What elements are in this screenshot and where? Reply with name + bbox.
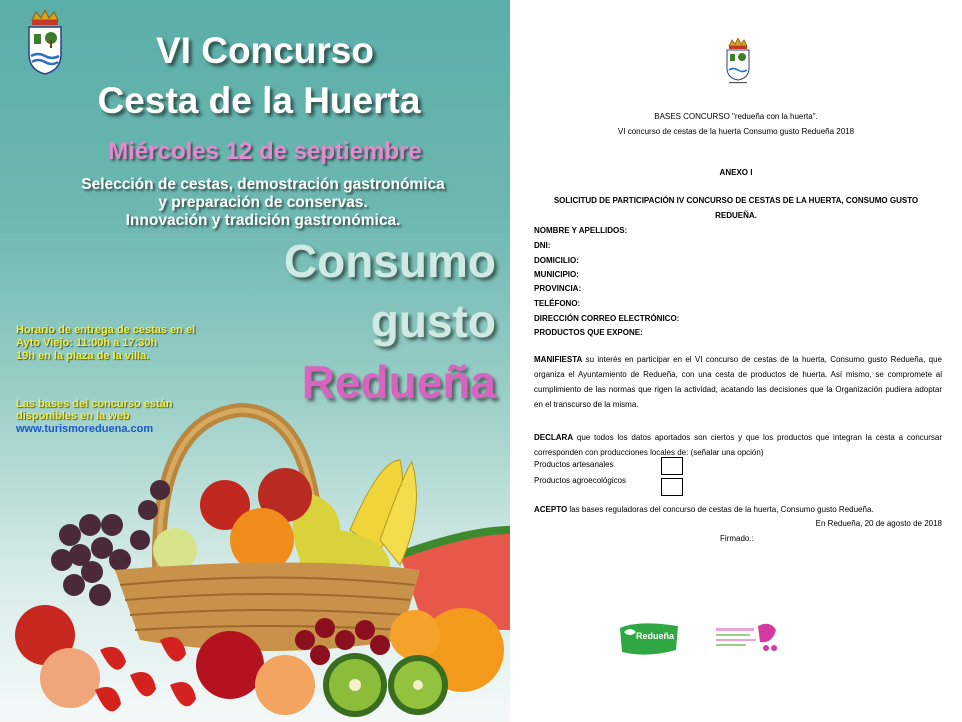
reduena-logo-text: Redueña — [636, 631, 675, 641]
bases-line2: disponibles en la web — [16, 410, 130, 422]
poster-title-line1: VI Concurso — [156, 30, 374, 71]
signed-label: Firmado.: — [720, 534, 754, 543]
option-artesanales-label: Productos artesanales — [534, 460, 614, 469]
declara-paragraph — [534, 430, 942, 460]
manifiesta-paragraph — [534, 352, 942, 412]
brand-reduena: Redueña — [301, 356, 496, 408]
doc-annex-title: ANEXO I — [719, 168, 753, 177]
doc-header-line1: BASES CONCURSO "redueña con la huerta". — [654, 112, 818, 121]
doc-header-line2: VI concurso de cestas de la huerta Consumo gusto Redueña 2018 — [617, 127, 855, 136]
place-date: En Redueña, 20 de agosto de 2018 — [815, 519, 942, 528]
field-label: DOMICILIO: — [534, 256, 579, 265]
agroecologicos-checkbox[interactable] — [661, 478, 683, 496]
acepto-label: ACEPTO — [534, 505, 568, 514]
field-label: MUNICIPIO: — [534, 270, 579, 279]
acepto-text: las bases reguladoras del concurso de cestas de la huerta, Consumo gusto Redueña. — [567, 505, 874, 514]
municipal-seal-icon — [725, 38, 751, 84]
field-label: NOMBRE Y APELLIDOS: — [534, 226, 628, 235]
poster-subtitle-line1: Selección de cestas, demostración gastronómica — [81, 176, 445, 193]
poster-website-link[interactable]: www.turismoreduena.com — [16, 423, 154, 435]
poster-subtitle-line2: y preparación de conservas. — [158, 194, 368, 211]
field-label: PRODUCTOS QUE EXPONE: — [534, 328, 643, 337]
manifiesta-label: MANIFIESTA — [534, 355, 583, 364]
schedule-line2: Ayto Viejo: 11:00h a 17:30h — [16, 337, 158, 349]
artesanales-checkbox[interactable] — [661, 457, 683, 475]
poster-subtitle-line3: Innovación y tradición gastronómica. — [125, 212, 401, 229]
manifiesta-text: su interés en participar en el VI concurso de cestas de la huerta, Consumo gusto Redueña, que organiza el Ayuntamiento de Redueña, con una cesta de productos de huerta. Así mismo, se compromete al cumplimiento de las normas que rigen la actividad, acatando las decisiones que la Organización pudiera adoptar en el transcurso de la misma. — [534, 355, 942, 409]
bases-line1: Las bases del concurso están — [16, 398, 173, 410]
field-label: DNI: — [534, 241, 551, 250]
poster-title-line2: Cesta de la Huerta — [97, 80, 421, 121]
brand-consumo: Consumo — [283, 235, 496, 287]
fruit-basket-illustration — [0, 400, 510, 722]
acepto-paragraph — [534, 505, 874, 514]
option-agroecologicos-label: Productos agroecológicos — [534, 476, 627, 485]
reduena-logo — [618, 620, 680, 658]
poster-date: Miércoles 12 de septiembre — [108, 138, 422, 165]
brand-gusto: gusto — [370, 295, 496, 347]
doc-request-title-line2: REDUEÑA. — [715, 211, 757, 220]
tourism-logo-icon — [714, 620, 780, 654]
application-form-page — [510, 0, 962, 722]
field-label: DIRECCIÓN CORREO ELECTRÓNICO: — [534, 314, 680, 323]
field-label: TELÉFONO: — [534, 299, 581, 308]
field-label: PROVINCIA: — [534, 284, 582, 293]
declara-text: que todos los datos aportados son ciertos y que los productos que integran la cesta a concursar corresponden con producciones locales de: (señalar una opción) — [534, 433, 942, 457]
schedule-line3: 19h en la plaza de la villa. — [16, 350, 150, 362]
doc-request-title-line1: SOLICITUD DE PARTICIPACIÓN IV CONCURSO DE CESTAS DE LA HUERTA, CONSUMO GUSTO — [553, 196, 919, 205]
schedule-line1: Horario de entrega de cestas en el — [16, 324, 196, 336]
declara-label: DECLARA — [534, 433, 574, 442]
